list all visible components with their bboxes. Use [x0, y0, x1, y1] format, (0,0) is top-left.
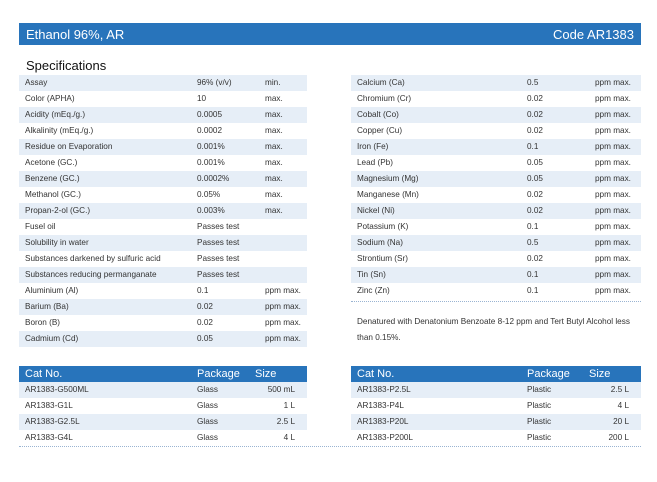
unit-cell: max.: [265, 94, 283, 103]
spec-row: [351, 251, 641, 267]
size-cell: 500 mL: [249, 382, 307, 398]
name-cell: Solubility in water: [19, 235, 191, 251]
catalog-header-row: [19, 366, 307, 382]
value-cell: 0.05: [521, 171, 589, 187]
unit-cell: ppm max.: [259, 331, 307, 347]
spec-row: [351, 123, 641, 139]
name-cell: Benzene (GC.): [19, 171, 191, 187]
value-cell: 10: [197, 94, 207, 103]
unit-cell: ppm max.: [589, 75, 641, 91]
unit-cell: ppm max.: [259, 299, 307, 315]
package-header: Package: [191, 366, 249, 382]
name-cell: Assay: [19, 75, 191, 91]
unit-cell: ppm max.: [595, 254, 631, 263]
unit-cell: max.: [259, 107, 307, 123]
value-cell: 0.003%: [191, 203, 259, 219]
name-cell: Cobalt (Co): [351, 107, 521, 123]
name-cell: Manganese (Mn): [357, 190, 419, 199]
value-cell: 0.02: [527, 254, 543, 263]
spec-row: [351, 219, 641, 235]
spec-row: [19, 75, 307, 91]
name-cell: Propan-2-ol (GC.): [19, 203, 191, 219]
name-cell: Lead (Pb): [357, 158, 393, 167]
unit-cell: ppm max.: [595, 190, 631, 199]
product-header: [19, 23, 641, 45]
name-cell: Zinc (Zn): [357, 286, 390, 295]
package-cell: Glass: [197, 433, 218, 442]
size-header: Size: [583, 366, 641, 382]
unit-cell: max.: [259, 203, 307, 219]
name-cell: Nickel (Ni): [351, 203, 521, 219]
unit-cell: [259, 219, 307, 235]
spec-row: [19, 123, 307, 139]
spec-row: [351, 75, 641, 91]
unit-cell: ppm max.: [589, 171, 641, 187]
spec-row: [19, 155, 307, 171]
value-cell: 0.02: [191, 299, 259, 315]
value-cell: 0.1: [521, 267, 589, 283]
value-cell: 96% (v/v): [191, 75, 259, 91]
value-cell: Passes test: [197, 254, 240, 263]
package-cell: Plastic: [521, 382, 583, 398]
name-cell: Substances darkened by sulfuric acid: [25, 254, 161, 263]
value-cell: 0.02: [527, 126, 543, 135]
spec-row: [19, 203, 307, 219]
package-cell: Plastic: [527, 433, 552, 442]
unit-cell: ppm max.: [265, 318, 301, 327]
name-cell: Color (APHA): [25, 94, 75, 103]
spec-row: [351, 283, 641, 299]
catalog-table-left: [19, 366, 307, 446]
value-cell: 0.05: [191, 331, 259, 347]
spec-row: [19, 219, 307, 235]
size-cell: 4 L: [283, 433, 295, 442]
cat-no-cell: AR1383-P200L: [357, 433, 413, 442]
size-cell: 4 L: [617, 401, 629, 410]
spec-table-right: [351, 75, 641, 299]
package-cell: Glass: [197, 401, 218, 410]
catalog-row: [351, 430, 641, 446]
spec-row: [19, 251, 307, 267]
catalog-bottom-divider: [19, 446, 641, 447]
value-cell: 0.0005: [191, 107, 259, 123]
package-cell: Plastic: [521, 414, 583, 430]
name-cell: Methanol (GC.): [25, 190, 81, 199]
unit-cell: ppm max.: [589, 203, 641, 219]
name-cell: Residue on Evaporation: [19, 139, 191, 155]
value-cell: 0.0002%: [191, 171, 259, 187]
spec-row: [351, 267, 641, 283]
value-cell: 0.001%: [191, 139, 259, 155]
cat-no-header: Cat No.: [19, 366, 191, 382]
product-title: Ethanol 96%, AR: [26, 26, 125, 42]
spec-row: [19, 331, 307, 347]
spec-row: [351, 235, 641, 251]
size-header: Size: [249, 366, 307, 382]
denaturant-note: Denatured with Denatonium Benzoate 8-12 ppm and Tert Butyl Alcohol less than 0.15%.: [357, 317, 630, 342]
unit-cell: max.: [259, 139, 307, 155]
name-cell: Potassium (K): [357, 222, 409, 231]
unit-cell: max.: [259, 171, 307, 187]
name-cell: Cadmium (Cd): [19, 331, 191, 347]
value-cell: 0.1: [527, 222, 539, 231]
value-cell: 0.02: [197, 318, 213, 327]
product-code: Code AR1383: [553, 26, 634, 42]
name-cell: Substances reducing permanganate: [19, 267, 191, 283]
cat-no-header: Cat No.: [351, 366, 521, 382]
value-cell: 0.1: [197, 286, 209, 295]
name-cell: Magnesium (Mg): [351, 171, 521, 187]
name-cell: Alkalinity (mEq./g.): [25, 126, 94, 135]
name-cell: Calcium (Ca): [351, 75, 521, 91]
cat-no-cell: AR1383-G500ML: [19, 382, 191, 398]
value-cell: Passes test: [197, 222, 240, 231]
unit-cell: [259, 235, 307, 251]
cat-no-cell: AR1383-G4L: [25, 433, 73, 442]
value-cell: 0.001%: [197, 158, 225, 167]
name-cell: Copper (Cu): [357, 126, 403, 135]
catalog-row: [351, 414, 641, 430]
value-cell: 0.0002: [197, 126, 223, 135]
unit-cell: ppm max.: [595, 94, 631, 103]
unit-cell: ppm max.: [589, 267, 641, 283]
name-cell: Aluminium (Al): [25, 286, 79, 295]
spec-row: [19, 91, 307, 107]
unit-cell: ppm max.: [595, 222, 631, 231]
value-cell: 0.05%: [197, 190, 221, 199]
package-cell: Glass: [191, 382, 249, 398]
catalog-table-right: [351, 366, 641, 446]
cat-no-cell: AR1383-P4L: [357, 401, 404, 410]
cat-no-cell: AR1383-G1L: [25, 401, 73, 410]
cat-no-cell: AR1383-P20L: [351, 414, 521, 430]
value-cell: 0.1: [527, 286, 539, 295]
unit-cell: max.: [265, 190, 283, 199]
unit-cell: [259, 251, 307, 267]
catalog-row: [351, 382, 641, 398]
value-cell: 0.5: [521, 75, 589, 91]
catalog-row: [19, 430, 307, 446]
name-cell: Fusel oil: [25, 222, 56, 231]
cat-no-cell: AR1383-P2.5L: [351, 382, 521, 398]
spec-table-left: [19, 75, 307, 347]
spec-row: [19, 187, 307, 203]
unit-cell: ppm max.: [595, 158, 631, 167]
spec-row: [351, 107, 641, 123]
spec-row: [351, 203, 641, 219]
catalog-row: [19, 382, 307, 398]
spec-row: [19, 299, 307, 315]
value-cell: Passes test: [191, 235, 259, 251]
unit-cell: ppm max.: [589, 235, 641, 251]
value-cell: 0.02: [527, 94, 543, 103]
unit-cell: max.: [265, 126, 283, 135]
spec-row: [19, 235, 307, 251]
name-cell: Acetone (GC.): [25, 158, 78, 167]
spec-row: [19, 171, 307, 187]
name-cell: Barium (Ba): [19, 299, 191, 315]
catalog-row: [19, 414, 307, 430]
value-cell: 0.02: [521, 203, 589, 219]
unit-cell: ppm max.: [595, 126, 631, 135]
spec-row: [351, 91, 641, 107]
catalog-row: [19, 398, 307, 414]
name-cell: Boron (B): [25, 318, 61, 327]
unit-cell: ppm max.: [589, 107, 641, 123]
spec-row: [351, 139, 641, 155]
name-cell: Tin (Sn): [351, 267, 521, 283]
package-header: Package: [521, 366, 583, 382]
catalog-header-row: [351, 366, 641, 382]
value-cell: 0.5: [521, 235, 589, 251]
catalog-row: [351, 398, 641, 414]
size-cell: 1 L: [283, 401, 295, 410]
spec-row: [19, 139, 307, 155]
spec-row: [19, 315, 307, 331]
value-cell: 0.02: [521, 107, 589, 123]
name-cell: Strontium (Sr): [357, 254, 408, 263]
size-cell: 2.5 L: [583, 382, 641, 398]
value-cell: 0.1: [521, 139, 589, 155]
unit-cell: min.: [259, 75, 307, 91]
size-cell: 200 L: [608, 433, 629, 442]
unit-cell: max.: [265, 158, 283, 167]
spec-right-divider: [351, 301, 641, 302]
unit-cell: ppm max.: [595, 286, 631, 295]
spec-row: [19, 283, 307, 299]
package-cell: Plastic: [527, 401, 552, 410]
name-cell: Iron (Fe): [351, 139, 521, 155]
specifications-title: Specifications: [26, 58, 107, 73]
unit-cell: ppm max.: [265, 286, 301, 295]
spec-row: [351, 155, 641, 171]
unit-cell: ppm max.: [589, 139, 641, 155]
package-cell: Glass: [191, 414, 249, 430]
name-cell: Sodium (Na): [351, 235, 521, 251]
value-cell: 0.05: [527, 158, 543, 167]
value-cell: Passes test: [191, 267, 259, 283]
spec-row: [351, 171, 641, 187]
spec-row: [19, 107, 307, 123]
value-cell: 0.02: [527, 190, 543, 199]
size-cell: 2.5 L: [249, 414, 307, 430]
name-cell: Chromium (Cr): [357, 94, 412, 103]
unit-cell: [259, 267, 307, 283]
size-cell: 20 L: [583, 414, 641, 430]
spec-row: [19, 267, 307, 283]
name-cell: Acidity (mEq./g.): [19, 107, 191, 123]
cat-no-cell: AR1383-G2.5L: [19, 414, 191, 430]
spec-row: [351, 187, 641, 203]
